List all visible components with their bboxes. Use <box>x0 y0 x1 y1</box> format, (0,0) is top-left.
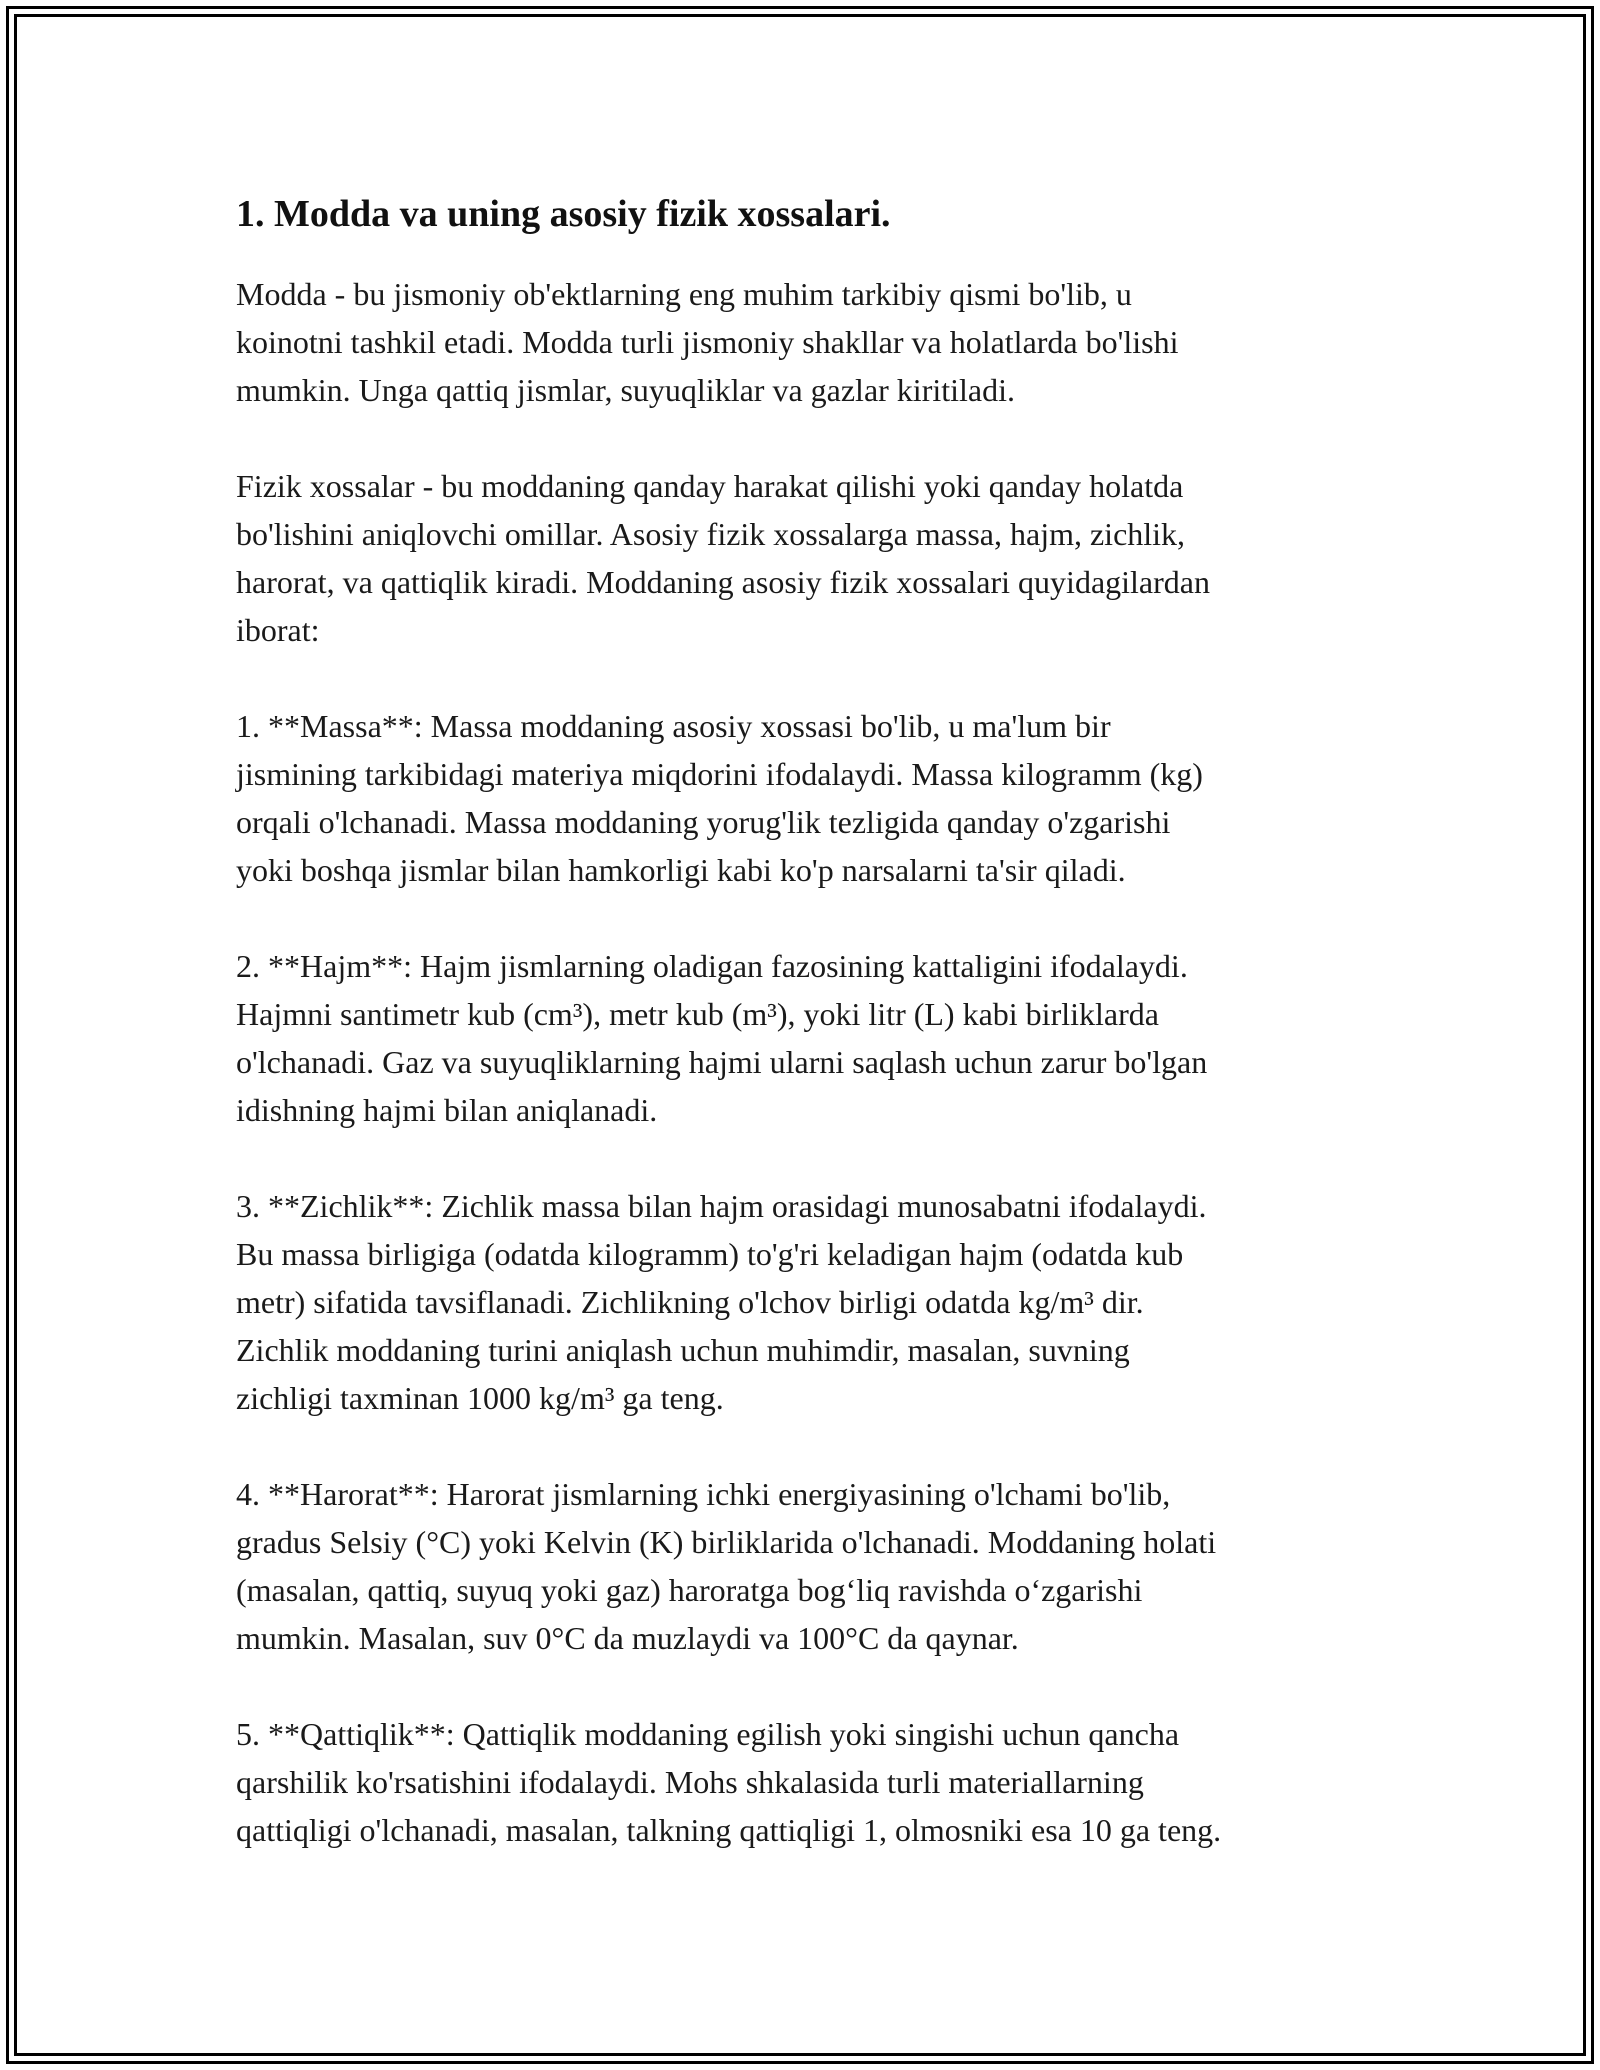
paragraph-harorat <box>236 1470 1396 1662</box>
paragraph-line: bo'lishini aniqlovchi omillar. Asosiy fizik xossalarga massa, hajm, zichlik, <box>236 516 1186 552</box>
paragraph-line: jismining tarkibidagi materiya miqdorini ifodalaydi. Massa kilogramm (kg) <box>236 756 1203 792</box>
paragraph-line: Modda - bu jismoniy ob'ektlarning eng muhim tarkibiy qismi bo'lib, u <box>236 276 1132 312</box>
paragraph-line: Zichlik moddaning turini aniqlash uchun muhimdir, masalan, suvning <box>236 1332 1130 1368</box>
paragraph-line: harorat, va qattiqlik kiradi. Moddaning asosiy fizik xossalari quyidagilardan <box>236 564 1210 600</box>
document-title: 1. Modda va uning asosiy fizik xossalari. <box>236 193 891 235</box>
paragraph-hajm <box>236 942 1396 1134</box>
paragraph-line: qarshilik ko'rsatishini ifodalaydi. Mohs shkalasida turli materiallarning <box>236 1764 1144 1800</box>
paragraph-intro <box>236 270 1396 414</box>
paragraph-line: mumkin. Masalan, suv 0°C da muzlaydi va 100°C da qaynar. <box>236 1620 1019 1656</box>
paragraph-line: qattiqligi o'lchanadi, masalan, talkning qattiqligi 1, olmosniki esa 10 ga teng. <box>236 1812 1222 1848</box>
paragraph-line: o'lchanadi. Gaz va suyuqliklarning hajmi ularni saqlash uchun zarur bo'lgan <box>236 1044 1208 1080</box>
paragraph-line: 5. **Qattiqlik**: Qattiqlik moddaning egilish yoki singishi uchun qancha <box>236 1716 1180 1752</box>
paragraph-line: idishning hajmi bilan aniqlanadi. <box>236 1092 658 1128</box>
document-body <box>236 188 1396 1902</box>
paragraph-line: Bu massa birligiga (odatda kilogramm) to'g'ri keladigan hajm (odatda kub <box>236 1236 1184 1272</box>
paragraph-line: Hajmni santimetr kub (cm³), metr kub (m³), yoki litr (L) kabi birliklarda <box>236 996 1159 1032</box>
paragraph-physical-properties <box>236 462 1396 654</box>
paragraph-line: mumkin. Unga qattiq jismlar, suyuqliklar va gazlar kiritiladi. <box>236 372 1015 408</box>
paragraph-line: 2. **Hajm**: Hajm jismlarning oladigan fazosining kattaligini ifodalaydi. <box>236 948 1188 984</box>
paragraph-line: 4. **Harorat**: Harorat jismlarning ichki energiyasining o'lchami bo'lib, <box>236 1476 1171 1512</box>
paragraph-line: koinotni tashkil etadi. Modda turli jismoniy shakllar va holatlarda bo'lishi <box>236 324 1179 360</box>
paragraph-line: 1. **Massa**: Massa moddaning asosiy xossasi bo'lib, u ma'lum bir <box>236 708 1111 744</box>
paragraph-line: yoki boshqa jismlar bilan hamkorligi kabi ko'p narsalarni ta'sir qiladi. <box>236 852 1126 888</box>
paragraph-line: zichligi taxminan 1000 kg/m³ ga teng. <box>236 1380 724 1416</box>
paragraph-qattiqlik <box>236 1710 1396 1854</box>
paragraph-line: Fizik xossalar - bu moddaning qanday harakat qilishi yoki qanday holatda <box>236 468 1184 504</box>
paragraph-line: orqali o'lchanadi. Massa moddaning yorug'lik tezligida qanday o'zgarishi <box>236 804 1171 840</box>
paragraph-line: 3. **Zichlik**: Zichlik massa bilan hajm orasidagi munosabatni ifodalaydi. <box>236 1188 1207 1224</box>
paragraph-massa <box>236 702 1396 894</box>
paragraph-line: (masalan, qattiq, suyuq yoki gaz) haroratga bog‘liq ravishda o‘zgarishi <box>236 1572 1143 1608</box>
paragraph-line: gradus Selsiy (°C) yoki Kelvin (K) birliklarida o'lchanadi. Moddaning holati <box>236 1524 1217 1560</box>
paragraph-line: metr) sifatida tavsiflanadi. Zichlikning o'lchov birligi odatda kg/m³ dir. <box>236 1284 1144 1320</box>
paragraph-zichlik <box>236 1182 1396 1422</box>
paragraph-line: iborat: <box>236 612 320 648</box>
